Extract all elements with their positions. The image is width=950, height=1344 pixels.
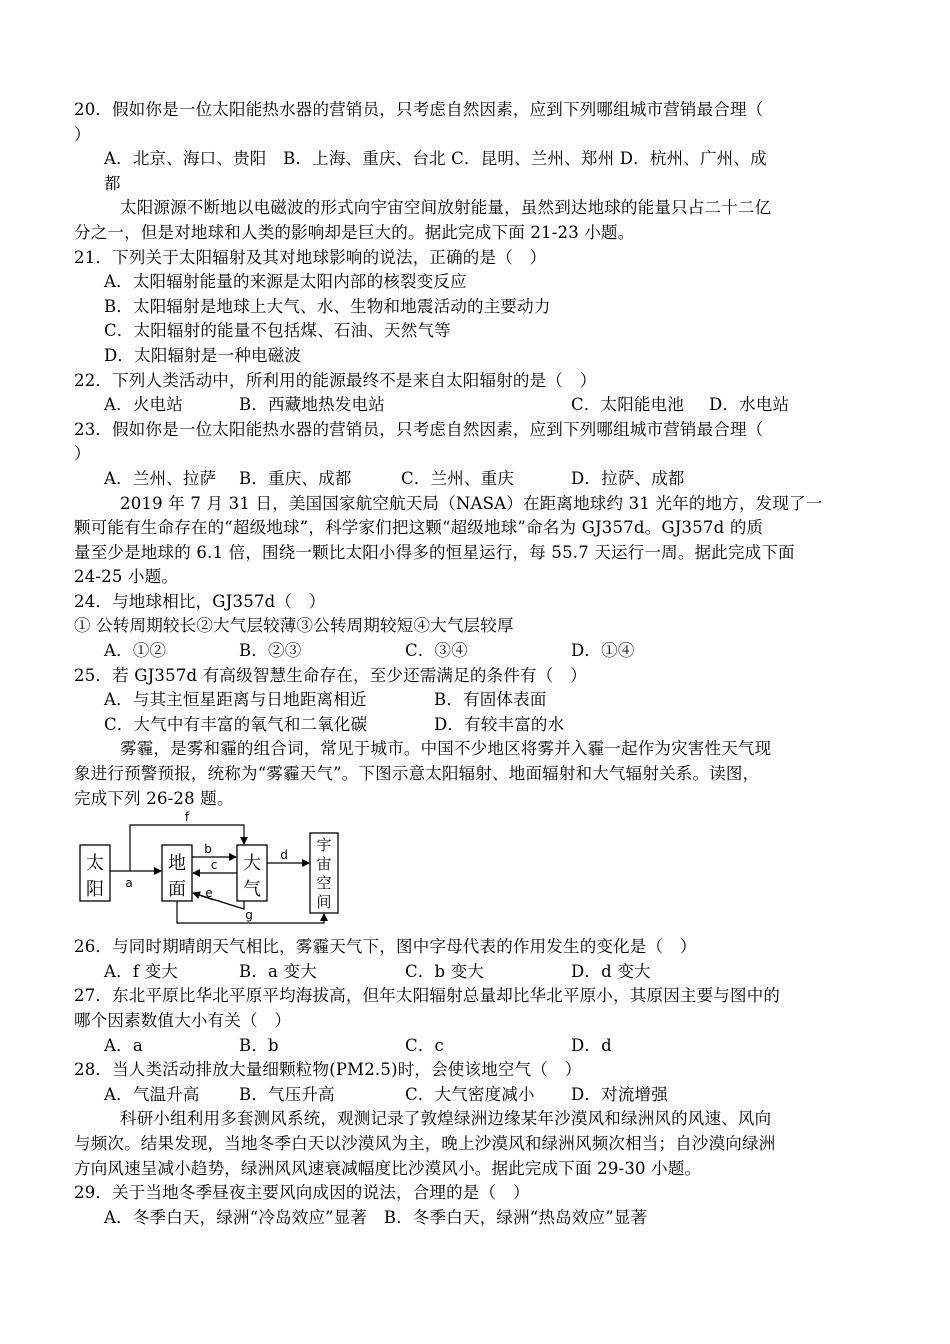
q25-option-c: C．大气中有丰富的氧气和二氧化碳 — [104, 714, 368, 734]
label-c: c — [210, 858, 218, 873]
q24-option-b: B．②③ — [239, 641, 302, 661]
passage-2-line-2: 颗可能有生命存在的“超级地球”，科学家们把这颗“超级地球”命名为 GJ357d。GJ357d 的质 — [74, 518, 764, 538]
passage-3-line-2: 象进行预警预报，统称为“雾霾天气”。下图示意太阳辐射、地面辐射和大气辐射关系。读图， — [74, 764, 760, 784]
q24-option-d: D．①④ — [571, 641, 635, 661]
radiation-diagram — [74, 811, 880, 935]
q28-option-c: C．大气密度减小 — [405, 1084, 535, 1104]
space-label-4: 间 — [316, 893, 332, 912]
ground-label-2: 面 — [168, 879, 186, 901]
q22-option-c: C．太阳能电池 — [571, 395, 685, 415]
q25-options-line-2 — [74, 713, 880, 738]
atmosphere-label-1: 大 — [243, 853, 261, 875]
q21-option-b: B．太阳辐射是地球上大气、水、生物和地震活动的主要动力 — [104, 296, 551, 316]
label-d: d — [280, 848, 288, 863]
label-f: f — [184, 811, 190, 825]
q26-stem: 26．与同时期晴朗天气相比，雾霾天气下，图中字母代表的作用发生的变化是（ ） — [74, 937, 697, 957]
q26-option-b: B．a 变大 — [239, 961, 317, 981]
q21-option-d: D．太阳辐射是一种电磁波 — [104, 345, 302, 365]
q23-stem-line-1: 23．假如你是一位太阳能热水器的营销员，只考虑自然因素，应到下列哪组城市营销最合理（ — [74, 419, 764, 439]
arrow-f — [130, 825, 244, 871]
q25-stem: 25．若 GJ357d 有高级智慧生命存在，至少还需满足的条件有（ ） — [74, 665, 587, 685]
ground-label-1: 地 — [168, 853, 186, 875]
q20-options-line-1: A．北京、海口、贵阳 B．上海、重庆、台北 C．昆明、兰州、郑州 D．杭州、广州、成 — [104, 149, 767, 169]
q27-option-d: D．d — [571, 1035, 612, 1055]
q23-option-c: C．兰州、重庆 — [401, 468, 515, 488]
space-label-2: 宙 — [316, 855, 332, 874]
exam-page — [74, 98, 880, 1230]
q27-option-c: C．c — [405, 1035, 444, 1055]
q23-option-a: A．兰州、拉萨 — [104, 468, 217, 488]
q22-option-b: B．西藏地热发电站 — [239, 395, 385, 415]
label-g: g — [245, 908, 253, 923]
q28-stem: 28．当人类活动排放大量细颗粒物(PM2.5)时，会使该地空气（ ） — [74, 1060, 582, 1080]
q26-option-c: C．b 变大 — [405, 961, 485, 981]
q29-stem: 29．关于当地冬季昼夜主要风向成因的说法，合理的是（ ） — [74, 1183, 530, 1203]
q27-option-b: B．b — [239, 1035, 279, 1055]
q25-option-a: A．与其主恒星距离与日地距离相近 — [104, 690, 367, 710]
q22-options — [74, 393, 880, 418]
q22-option-a: A．火电站 — [104, 395, 183, 415]
q20-stem-line-2: ） — [74, 124, 91, 144]
passage-3-line-1: 雾霾，是雾和霾的组合词，常见于城市。中国不少地区将雾并入霾一起作为灾害性天气现 — [120, 739, 772, 759]
q27-options — [74, 1034, 880, 1059]
q28-option-a: A．气温升高 — [104, 1084, 200, 1104]
passage-4-line-3: 方向风速呈减小趋势，绿洲风风速衰减幅度比沙漠风小。据此完成下面 29-30 小题。 — [74, 1158, 702, 1178]
label-b: b — [204, 842, 212, 857]
space-label-1: 宇 — [316, 836, 332, 855]
q22-option-d: D．水电站 — [709, 395, 790, 415]
q20-stem-line-1: 20．假如你是一位太阳能热水器的营销员，只考虑自然因素，应到下列哪组城市营销最合理（ — [74, 100, 764, 119]
q24-stem: 24．与地球相比，GJ357d（ ） — [74, 591, 326, 611]
passage-2-line-1: 2019 年 7 月 31 日，美国国家航空航天局（NASA）在距离地球约 31 光年的地方，发现了一 — [120, 493, 823, 513]
q27-stem-line-2: 哪个因素数值大小有关（ ） — [74, 1011, 292, 1030]
passage-1-line-1: 太阳源源不断地以电磁波的形式向宇宙空间放射能量，虽然到达地球的能量只占二十二亿 — [120, 198, 772, 218]
passage-4-line-1: 科研小组利用多套测风系统，观测记录了敦煌绿洲边缘某年沙漠风和绿洲风的风速、风向 — [120, 1109, 772, 1129]
q24-option-a: A．①② — [104, 641, 167, 661]
q25-option-d: D．有较丰富的水 — [434, 714, 565, 734]
q22-stem: 22．下列人类活动中，所利用的能源最终不是来自太阳辐射的是（ ） — [74, 370, 597, 390]
q21-option-c: C．太阳辐射的能量不包括煤、石油、天然气等 — [104, 321, 451, 341]
q26-options — [74, 960, 880, 985]
q24-items: ① 公转周期较长②大气层较薄③公转周期较短④大气层较厚 — [74, 616, 514, 636]
q28-option-b: B．气压升高 — [239, 1084, 335, 1104]
radiation-diagram-svg — [74, 811, 374, 935]
q28-options — [74, 1083, 880, 1108]
space-label-3: 空 — [316, 874, 332, 893]
q27-stem-line-1: 27．东北平原比华北平原平均海拔高，但年太阳辐射总量却比华北平原小，其原因主要与图中的 — [74, 986, 781, 1006]
q29-options-line-1: A．冬季白天，绿洲“冷岛效应”显著 B．冬季白天，绿洲“热岛效应”显著 — [104, 1207, 648, 1227]
q21-stem: 21．下列关于太阳辐射及其对地球影响的说法，正确的是（ ） — [74, 247, 547, 267]
label-a: a — [125, 876, 133, 891]
passage-2-line-4: 24-25 小题。 — [74, 567, 179, 587]
q28-option-d: D．对流增强 — [571, 1084, 668, 1104]
q20-options-line-2: 都 — [104, 173, 121, 193]
label-e: e — [205, 886, 213, 901]
sun-label-1: 太 — [86, 853, 104, 875]
q25-options-line-1 — [74, 688, 880, 713]
q23-options — [74, 467, 880, 492]
q21-option-a: A．太阳辐射能量的来源是太阳内部的核裂变反应 — [104, 272, 467, 292]
sun-label-2: 阳 — [86, 879, 104, 901]
q24-option-c: C．③④ — [405, 641, 468, 661]
passage-1-line-2: 分之一，但是对地球和人类的影响却是巨大的。据此完成下面 21-23 小题。 — [74, 222, 635, 242]
passage-3-line-3: 完成下列 26-28 题。 — [74, 788, 234, 808]
q24-options — [74, 639, 880, 664]
atmosphere-label-2: 气 — [243, 879, 261, 901]
q27-option-a: A．a — [104, 1035, 143, 1055]
q26-option-d: D．d 变大 — [571, 961, 651, 981]
q25-option-b: B．有固体表面 — [434, 690, 547, 710]
q23-stem-line-2: ） — [74, 444, 91, 464]
passage-4-line-2: 与频次。结果发现，当地冬季白天以沙漠风为主，晚上沙漠风和绿洲风频次相当；自沙漠向绿洲 — [74, 1133, 776, 1153]
q26-option-a: A．f 变大 — [104, 961, 178, 981]
q23-option-b: B．重庆、成都 — [239, 468, 352, 488]
passage-2-line-3: 量至少是地球的 6.1 倍，围绕一颗比太阳小得多的恒星运行，每 55.7 天运行一周。据此完成下面 — [74, 542, 795, 562]
q23-option-d: D．拉萨、成都 — [571, 468, 685, 488]
